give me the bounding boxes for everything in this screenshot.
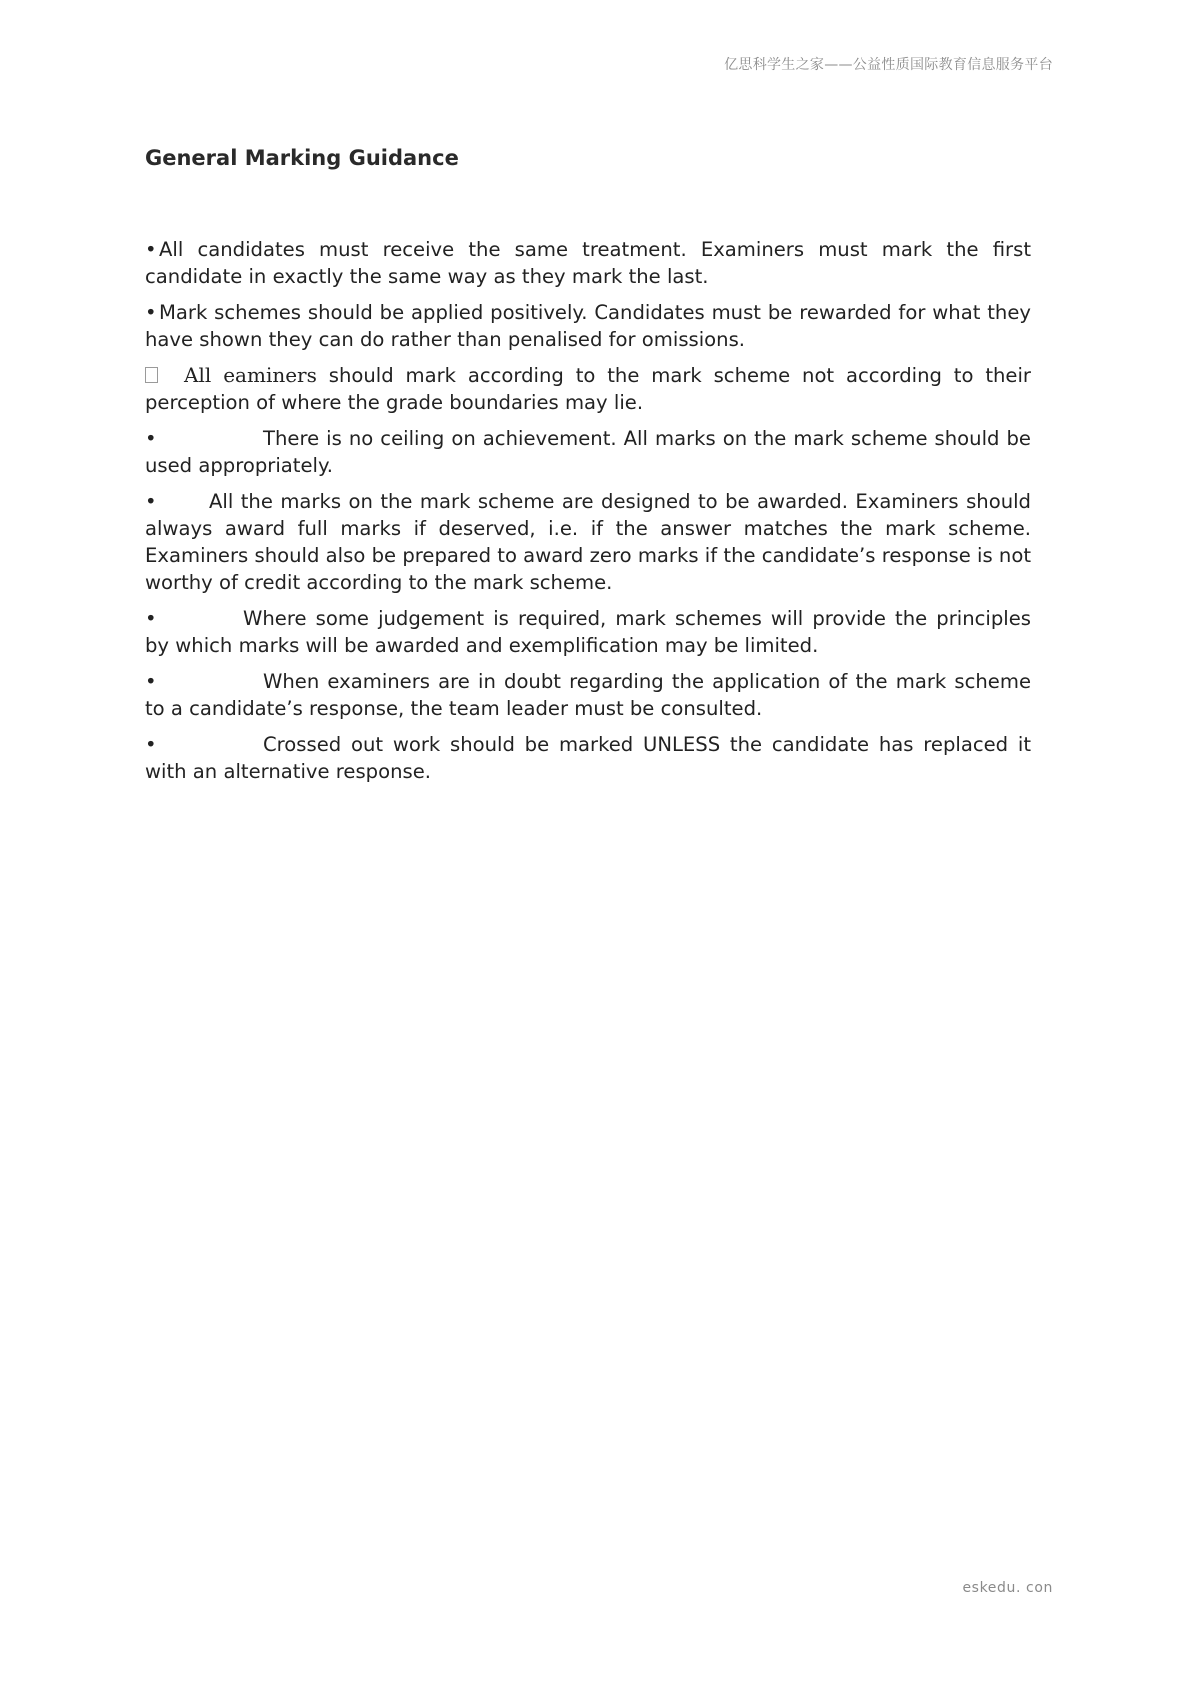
guidance-text: Mark schemes should be applied positively. Candidates must be rewarded for what they have shown they can do rather than penalised for omissions. — [145, 301, 1031, 351]
guidance-lead-text: All eaminers — [184, 363, 317, 387]
guidance-text: should mark according to the mark scheme not according to their perception of where the grade boundaries may lie. — [145, 364, 1031, 414]
guidance-text: Where some judgement is required, mark schemes will provide the principles by which marks will be awarded and exemplification may be limited. — [145, 607, 1031, 657]
missing-glyph-icon — [145, 367, 158, 383]
guidance-text: All the marks on the mark scheme are designed to be awarded. Examiners should always award full marks if deserved, i.e. if the answer matches the mark scheme. Examiners should also be prepared to award zero marks if the candidate’s response is not worthy of credit according to the mark scheme. — [145, 490, 1031, 594]
bullet-icon: • — [145, 427, 157, 450]
guidance-item-same-treatment — [145, 236, 1031, 290]
guidance-list — [145, 236, 1031, 794]
guidance-text: When examiners are in doubt regarding the application of the mark scheme to a candidate’s response, the team leader must be consulted. — [145, 670, 1031, 720]
header-site-note: 亿思科学生之家——公益性质国际教育信息服务平台 — [724, 57, 1053, 73]
footer-site-url: eskedu. con — [962, 1580, 1053, 1596]
guidance-item-crossed-out-work — [145, 731, 1031, 785]
bullet-icon: • — [145, 670, 157, 693]
bullet-icon: • — [145, 490, 157, 513]
bullet-icon: • — [145, 733, 157, 756]
page-title: General Marking Guidance — [145, 146, 459, 170]
guidance-item-judgement-required — [145, 605, 1031, 659]
guidance-item-award-full-marks — [145, 488, 1031, 596]
bullet-icon: • — [145, 301, 157, 324]
bullet-icon: • — [145, 238, 157, 261]
guidance-item-mark-according-to-scheme — [145, 362, 1031, 416]
guidance-text: Crossed out work should be marked UNLESS the candidate has replaced it with an alternative response. — [145, 733, 1031, 783]
guidance-text: There is no ceiling on achievement. All marks on the mark scheme should be used appropriately. — [145, 427, 1031, 477]
guidance-text: All candidates must receive the same treatment. Examiners must mark the first candidate in exactly the same way as they mark the last. — [145, 238, 1031, 288]
guidance-item-no-ceiling — [145, 425, 1031, 479]
bullet-icon: • — [145, 607, 157, 630]
guidance-item-apply-positively — [145, 299, 1031, 353]
guidance-item-consult-team-leader — [145, 668, 1031, 722]
